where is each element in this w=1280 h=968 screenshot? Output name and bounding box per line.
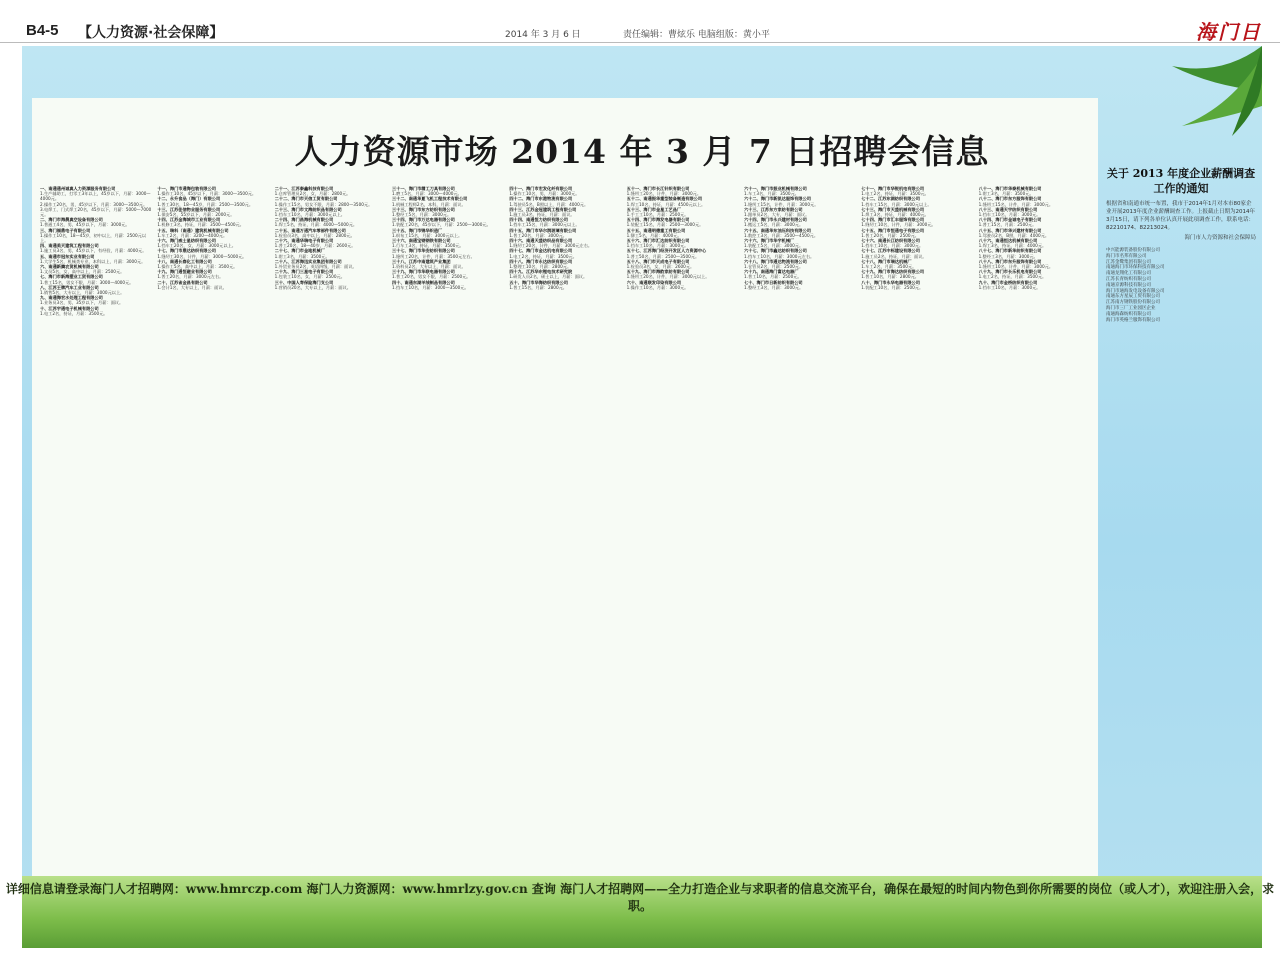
company-name: 一、南通通州诚真人力资源服务有限公司 (40, 186, 116, 191)
company-name: 四十、南通东湖羊绒制品有限公司 (391, 279, 455, 285)
company-name: 二十四、海门昌海机械有限公司 (274, 217, 334, 223)
company-list-item: 海门市名邦有限公司 (1106, 253, 1147, 259)
job-entry: 1.施工员3名，男，45岁以下，有经验，月薪：4000元。 (40, 248, 147, 254)
listing-column (627, 186, 740, 854)
listing-column (157, 186, 270, 854)
listing-columns (40, 186, 1092, 854)
company-name: 十、江苏宇通电子机械有限公司 (40, 305, 99, 311)
job-entry: 1.行车工3名，持证，月薪：3500元。 (391, 243, 464, 249)
company-name: 十一、海门市通海包装有限公司 (157, 186, 216, 191)
job-entry: 1.车工2名，月薪：3500元。 (861, 264, 917, 270)
page-number: B4-5 (26, 22, 59, 39)
listing-column (744, 186, 857, 854)
company-name: 八、江苏王牌汽车工业有限公司 (40, 284, 99, 290)
job-entry: 1.数控工3名，月薪：3500—4500元。 (743, 232, 819, 238)
section-name: 【人力资源·社会保障】 (78, 25, 224, 41)
company-name: 七十四、海门市汇丰服饰有限公司 (861, 217, 925, 223)
job-entry: 1.缝纫工15名，计件，月薪：3000元。 (978, 201, 1054, 207)
job-entry: 1.大学生5名，机械类专业，本科以上，月薪：3000元。 (40, 258, 146, 264)
company-list-item: 江苏长青纺织有限公司 (1106, 276, 1151, 282)
company-name: 七十六、南通长江纺织有限公司 (861, 238, 920, 244)
notice-title: 关于 2013 年度企业薪酬调查工作的通知 (1106, 167, 1256, 195)
job-entry: 1.电工2名，持证，月薪：3500元。 (40, 310, 108, 316)
job-entry: 1.普工50名，月薪：2500—3500元。 (626, 253, 700, 259)
company-name: 三十八、江苏中南建筑产业集团 (391, 258, 451, 264)
company-list-item: 南通海门市环保科技有限公司 (1106, 265, 1165, 271)
job-entry: 1.装配工20名，45岁以下，月薪：2500—3000元。 (391, 222, 491, 228)
company-name: 二十二、海门市天信工贸有限公司 (274, 196, 338, 202)
job-entry: 1.仓库管理员2名，女，月薪：2800元。 (274, 191, 351, 197)
company-name: 八十、海门市永华电器有限公司 (861, 279, 920, 285)
job-entry: 1.普工15名，男女不限，月薪：3000—4000元。 (40, 279, 134, 285)
job-entry: 1.资料员2名，大专以上，月薪：面议。 (391, 264, 466, 270)
company-name: 四十五、海门市华尔润玻璃有限公司 (509, 227, 577, 233)
job-entry: 1.钳工3名，月薪：3500元。 (274, 253, 330, 259)
job-entry: 1.施工员3名，持证，月薪：面议。 (509, 212, 575, 218)
company-list-item: 江苏金鹭集团有限公司 (1106, 259, 1151, 265)
company-name: 九、南通海宏水处理工程有限公司 (40, 295, 103, 301)
listing-column (275, 186, 388, 854)
company-name: 三、海门福鼎电子有限公司 (40, 227, 91, 233)
company-name: 五十、海门市华海纺织有限公司 (509, 279, 568, 285)
company-name: 二十九、海门三星电子有限公司 (274, 269, 334, 275)
company-name: 三十、中国人寿保险海门支公司 (274, 279, 334, 285)
company-name: 五十三、海门市金星工艺品厂 (626, 206, 682, 212)
job-entry: 1.会计1名，大专以上，月薪：面议。 (157, 284, 227, 290)
company-name: 四十二、海门市东港物流有限公司 (509, 196, 573, 202)
company-list-item: 江苏南方钢铁股份有限公司 (1106, 300, 1160, 306)
company-name: 四、南通美天建筑工程有限公司 (40, 243, 99, 249)
job-entry: 1.焊工3名，持证，月薪：4000元。 (861, 212, 929, 218)
job-entry: 1.挡车工10名，月薪：3000元左右。 (743, 253, 815, 259)
salary-survey-notice (1106, 166, 1256, 866)
job-entry: 1.驾驶员5名，B照以上，月薪：4000元。 (509, 201, 589, 207)
issue-date: 2014 年 3 月 6 日 (505, 30, 581, 40)
job-entry: 1.机修工3名，持证，月薪：3500—4500元。 (157, 222, 244, 228)
job-fair-poster (22, 46, 1262, 948)
job-entry: 1.挡车工10名，月薪：3000—3500元。 (391, 284, 469, 290)
company-name: 二、海门市海晨真空设备有限公司 (40, 217, 103, 223)
job-entry: 1.挡车工15名，月薪：3000元以上。 (509, 222, 580, 228)
job-entry: 1.普工15名，月薪：2500元。 (978, 222, 1037, 228)
company-list-item: 南通东方星辰工贸有限公司 (1106, 294, 1160, 300)
company-name: 七十九、海门市海达纺织有限公司 (861, 269, 925, 275)
company-name: 五十六、海门市汇达纺织有限公司 (626, 238, 690, 244)
company-name: 三十六、南通宝钢钢铁有限公司 (391, 238, 451, 244)
company-name: 八十三、南通天宇纺织有限公司 (978, 206, 1038, 212)
job-entry: 1.普工20名，月薪：2500元。 (861, 232, 919, 238)
company-name: 十四、江苏金海城市工业有限公司 (157, 217, 221, 223)
company-name: 十九、海门通恒磁业有限公司 (157, 269, 212, 275)
job-entry: 1.手工工10名，月薪：2500元。 (626, 212, 689, 218)
company-name: 七十三、海门市天盛机械有限公司 (861, 206, 925, 212)
job-entry: 1.缝纫工15名，计件，月薪：3000元。 (743, 201, 819, 207)
job-entry: 1.缝纫工20名，计件，月薪：3000元。 (626, 191, 702, 197)
company-name: 七十五、海门市恒通电子有限公司 (861, 227, 925, 233)
newspaper-logo: 海门日 (1196, 20, 1262, 44)
editor-credit: 责任编辑：曹炫乐 电脑组版：黄小平 (623, 30, 770, 40)
company-name: 二十一、江苏泰鑫科技有限公司 (274, 186, 334, 191)
company-name: 八十六、南通恒达机械有限公司 (978, 238, 1038, 244)
company-name: 七十八、海门市瑞达机械厂 (861, 258, 912, 264)
company-name: 七十七、江苏中标建设有限公司 (861, 248, 920, 254)
company-name: 六十一、海门市振业机械有限公司 (743, 186, 807, 191)
job-entry: 1.电工2名，持证，月薪：3500元。 (978, 274, 1047, 280)
job-entry: 1.营销员20名，大专以上，月薪：面议。 (274, 284, 351, 290)
company-name: 八十四、海门市金诚电子有限公司 (978, 217, 1042, 223)
job-entry: 1.搬运工5名，月薪：3000元。 (743, 222, 804, 228)
job-entry: 1.普工10名，月薪：2800元。 (861, 274, 919, 280)
company-name: 二十、江苏省金昌有限公司 (157, 279, 208, 285)
company-name: 三十五、海门市锦华织造厂 (391, 227, 443, 233)
company-name: 二十五、南通万通汽车零部件有限公司 (274, 227, 346, 233)
company-name: 七十、海门市日新纺织有限公司 (743, 279, 803, 285)
job-entry: 1.操作工10名，月薪：3000元。 (626, 284, 689, 290)
company-list-item: 海门市三厂工业园区企业 (1106, 305, 1156, 311)
company-name: 四十七、海门市金达机电有限公司 (509, 248, 573, 254)
job-entry: 1.操作工10名，45岁以下，月薪：3000—3500元。 (157, 191, 257, 197)
company-name: 二十七、海门市金地机械厂 (274, 248, 325, 254)
company-name: 七、海门市新海塑业工贸有限公司 (40, 274, 103, 280)
company-name: 五十一、海门市长江针织有限公司 (626, 186, 690, 191)
listing-column (861, 186, 974, 854)
company-name: 八十九、海门市长乐机电有限公司 (978, 269, 1042, 275)
job-entry: 1.普工20名，男女不限，月薪：2500元。 (391, 274, 471, 280)
notice-signature: 海门市人力资源和社会保障局 (1184, 235, 1256, 241)
company-name: 四十一、海门市宏发化纤有限公司 (509, 186, 573, 191)
job-entry: 1.焊工3名，持证，月薪：4000元。 (978, 243, 1047, 249)
job-entry: 1.普工15名，月薪：2800元。 (509, 284, 567, 290)
job-entry: 1.包装工10名，女，月薪：2500元。 (274, 274, 345, 280)
job-entry: 1.保安5名，55岁以下，月薪：2000元。 (157, 212, 235, 218)
company-name: 五十九、海门市海韵家纺有限公司 (626, 269, 690, 275)
job-entry: 1.装配工10名，月薪：2500元。 (861, 284, 924, 290)
company-name: 四十四、南通恒力纺织有限公司 (509, 217, 568, 223)
company-name: 五十二、南通振华重型装备制造有限公司 (626, 196, 703, 202)
company-name: 八十二、海门市东方服饰有限公司 (978, 196, 1042, 202)
job-entry: 1.业务员3名，男，35岁以下，月薪：面议。 (40, 300, 124, 306)
company-name: 五十八、海门市天成电子有限公司 (626, 258, 690, 264)
company-name: 三十九、海门市华联电器有限公司 (391, 269, 455, 275)
company-name: 四十九、江苏华东锂电技术研究院 (509, 269, 573, 275)
company-name: 十二、永升食品（海门）有限公司 (157, 196, 221, 202)
company-name: 七十二、江苏东湖纺织有限公司 (861, 196, 920, 202)
job-entry: 1.普工20名，月薪：3000元左右。 (157, 274, 224, 280)
company-name: 八十一、海门市华泰机械有限公司 (978, 186, 1042, 191)
job-entry: 1.机械工程师2名，本科，月薪：面议。 (391, 201, 466, 207)
company-name: 六十七、海门市鑫达纺织有限公司 (743, 248, 807, 254)
listing-column (40, 186, 153, 854)
job-entry: 1.缝纫工10名，计件，月薪：3000元。 (861, 222, 936, 228)
job-entry: 1.装配工15名，月薪：2500—3000元。 (626, 222, 704, 228)
job-entry: 1.检验员3名，高中以上，月薪：2800元。 (274, 232, 355, 238)
company-name: 六、南通新腾农贸机械有限公司 (40, 264, 99, 270)
job-entry: 1.外贸业务员2名，英语四级，月薪：面议。 (274, 264, 357, 270)
job-entry: 3.电焊工、门式焊工20名，45岁以下，月薪：5000—7000元。 (40, 206, 152, 218)
company-name: 十三、江苏佳信物业服务有限公司 (157, 206, 221, 212)
job-entry: 1.整经工5名，月薪：3000元。 (391, 212, 452, 218)
company-name: 六十三、江苏东方家纺有限公司 (743, 206, 803, 212)
page-header (0, 0, 1280, 43)
job-entry: 1.操作工5名，高中以上，月薪：3500元。 (157, 264, 238, 270)
job-entry: 1.缝纫工20名，计件，月薪：3000元左右。 (509, 243, 593, 249)
company-name: 九十、海门市金桥纺织有限公司 (978, 279, 1038, 285)
job-entry: 1.焊工5名，持证，月薪：4000—5000元。 (274, 222, 358, 228)
company-list-item: 海门市英格兰服饰有限公司 (1106, 317, 1160, 323)
job-entry: 1.跟单员2名，大专，月薪：面议。 (743, 212, 810, 218)
company-list-item: 海门市通海发电设备有限公司 (1106, 288, 1165, 294)
company-name: 三十三、海门市东方纺织有限公司 (391, 206, 455, 212)
poster-title: 人力资源市场 2014 年 3 月 7 日招聘会信息 (294, 132, 990, 171)
job-entry: 1.电工2名，持证，月薪：3500元。 (509, 253, 577, 259)
company-name: 六十、南通联发印染有限公司 (626, 279, 682, 285)
job-entry: 1.整经工3名，月薪：3000元。 (978, 253, 1038, 259)
company-name: 四十三、江苏金冠建筑工程有限公司 (509, 206, 577, 212)
job-entry: 1.生产辅助工，打零工3年以上，45岁以下，月薪：3000—4000元。 (40, 191, 151, 202)
job-entry: 1.磨工5名，月薪：3000—4000元。 (391, 191, 462, 197)
company-name: 二十六、南通华瑞电子有限公司 (274, 238, 334, 244)
company-name: 三十一、海门市精工刀具有限公司 (391, 186, 455, 191)
job-entry: 1.挡车工10名，月薪：3000元。 (978, 212, 1041, 218)
job-entry: 1.操作工10名，男，月薪：3000元。 (509, 191, 580, 197)
job-entry: 1.电工2名，持证，月薪：3500元。 (861, 191, 929, 197)
job-entry: 1.挡车工15名，月薪：3000元以上。 (861, 201, 932, 207)
job-entry: 1.缝纫工20名，计件，月薪：3500元左右。 (391, 253, 475, 259)
company-name: 十六、海门威士星纺织有限公司 (157, 238, 216, 244)
company-name: 五、南通市冠东实业有限公司 (40, 253, 95, 259)
company-name: 三十四、海门市万达电器有限公司 (391, 217, 455, 223)
listing-column (509, 186, 622, 854)
company-name: 四十八、海门市永达纺织有限公司 (509, 258, 573, 264)
listing-column (979, 186, 1092, 854)
job-entry: 1.整经工3名，月薪：3000元。 (743, 284, 804, 290)
company-name: 三十七、海门市华安纺织有限公司 (391, 248, 455, 254)
job-entry: 1.普工30名，18—45岁，月薪：2500—3500元。 (157, 201, 254, 207)
company-name: 六十八、海门市通达物流有限公司 (743, 258, 807, 264)
job-entry: 1.普工20名，月薪：3000元。 (509, 232, 567, 238)
footer-banner: 详细信息请登录海门人才招聘网：www.hmrczp.com 海门人力资源网：www.hmrlzy.gov.cn 查询 海门人才招聘网——全力打造企业与求职者的信息交流平台，确保在最短的时间内物色到你所需要的岗位（或人才），欢迎注册入会，求职。 (5, 882, 1275, 913)
job-entry: 1.焊工10名，持证，月薪：4500元以上。 (626, 201, 706, 207)
company-list (1106, 248, 1256, 323)
job-entry: 1.挡车工10名，月薪：3000元以上。 (274, 212, 345, 218)
company-name: 三十二、南通华夏飞机工程技术有限公司 (391, 196, 468, 202)
job-entry: 1.缝纫工10名，计件，月薪：3000元。 (978, 264, 1054, 270)
job-entry: 1.文员5名，女，高中以上，月薪：2500元。 (40, 269, 125, 275)
job-entry: 1.检验员3名，女，月薪：2600元。 (626, 264, 695, 270)
job-entry: 1.普通工4名，男，45岁以下，月薪：3000元。 (40, 222, 130, 228)
job-entry: 1.缝纫工30名，计件，月薪：3000—5000元。 (157, 253, 247, 259)
job-entry: 1.铆工5名，月薪：4000元。 (626, 232, 682, 238)
job-entry: 1.车工2名，月薪：3200—4000元。 (157, 232, 228, 238)
job-entry: 1.普工10名，月薪：2500元。 (743, 274, 802, 280)
company-name: 二十三、海门市文海纺织品有限公司 (274, 206, 342, 212)
company-list-item: 南通海森纺织有限公司 (1106, 311, 1151, 317)
company-list-item: 南通京源科技有限公司 (1106, 282, 1151, 288)
job-entry: 1.驾驶员2名，B照，月薪：4000元。 (978, 232, 1050, 238)
company-name: 八十五、海门市华兴建材有限公司 (978, 227, 1042, 233)
company-name: 四十六、南通天盛纺织品有限公司 (509, 238, 573, 244)
job-entry: 1.装配工5名，月薪：3000元。 (743, 243, 804, 249)
company-name: 六十二、海门市新凯达服饰有限公司 (743, 196, 811, 202)
company-name: 六十五、南通华东油压科技有限公司 (743, 227, 811, 233)
job-entry: 1.整理工10名，月薪：2800元。 (509, 264, 572, 270)
job-entry: 1.缝纫工20名，计件，月薪：3000元以上。 (626, 274, 710, 280)
listing-column (392, 186, 505, 854)
company-name: 五十七、江苏海门经济开发区人力资源中心 (626, 248, 707, 254)
job-entry: 1.操作工10名，18—45岁，初中以上，月薪：2500元以上。 (40, 232, 147, 244)
company-name: 六十九、南通海门富达电器厂 (743, 269, 799, 275)
job-entry: 1.钳工3名，月薪：3500元。 (978, 191, 1034, 197)
company-name: 七十一、海门市华锐机电有限公司 (861, 186, 925, 191)
company-name: 六十六、海门市华宇机械厂 (743, 238, 795, 244)
job-entry: 1.研发人员2名，硕士以上，月薪：面议。 (509, 274, 588, 280)
job-entry: 1.销售5名，大专以上，月薪：3000元以上。 (40, 290, 125, 296)
company-name: 八十七、海门市新华纺织有限公司 (978, 248, 1042, 254)
company-list-item: 南通龙翔化工有限公司 (1106, 271, 1151, 277)
job-entry: 1.施工员2名，持证，月薪：面议。 (861, 253, 927, 259)
job-entry: 1.挡车工10名，月薪：3000元。 (861, 243, 924, 249)
company-name: 十七、海门市鼎达纺织有限公司 (157, 248, 216, 254)
company-name: 六十四、海门市永兴建材有限公司 (743, 217, 807, 223)
company-name: 十八、南通长春化工有限公司 (157, 258, 212, 264)
company-name: 五十五、南通明德重工有限公司 (626, 227, 686, 233)
company-list-item: 中兴能源装备股份有限公司 (1106, 248, 1160, 253)
job-entry: 1.操作工15名，男女不限，月薪：2800—3500元。 (274, 201, 373, 207)
job-entry: 1.普工20名，18—40岁，月薪：2600元。 (274, 243, 356, 249)
job-entry: 1.仓管员2名，月薪：2500元。 (743, 264, 804, 270)
job-entry: 1.车工3名，月薪：3500元。 (743, 191, 799, 197)
company-name: 二十八、江苏海迅实业集团有限公司 (274, 258, 342, 264)
job-entry: 1.挡车工20名，女，月薪：3000元以上。 (157, 243, 236, 249)
notice-body: 根据省和南通市统一布置，我市于2014年1月对本市80家企业开展2013年度企业薪酬调查工作。上报截止日期为2014年3月15日，请下列各单位认真开展此项调查工作，联系电话：82210174、82213024。 (1106, 201, 1255, 231)
job-entry: 1.挡车工10名，月薪：3000元。 (626, 243, 689, 249)
company-name: 五十四、海门市海发电器有限公司 (626, 217, 690, 223)
company-name: 十五、瑞科（南通）建筑机械有限公司 (157, 227, 229, 233)
job-entry: 2.操作工20名，男，45岁以下，月薪：3000—3500元。 (40, 201, 148, 207)
job-entry: 1.挡车工10名，月薪：3000元。 (978, 284, 1041, 290)
company-name: 八十八、海门市东升服饰有限公司 (978, 258, 1042, 264)
job-entry: 1.织布工15名，月薪：3000元以上。 (391, 232, 463, 238)
